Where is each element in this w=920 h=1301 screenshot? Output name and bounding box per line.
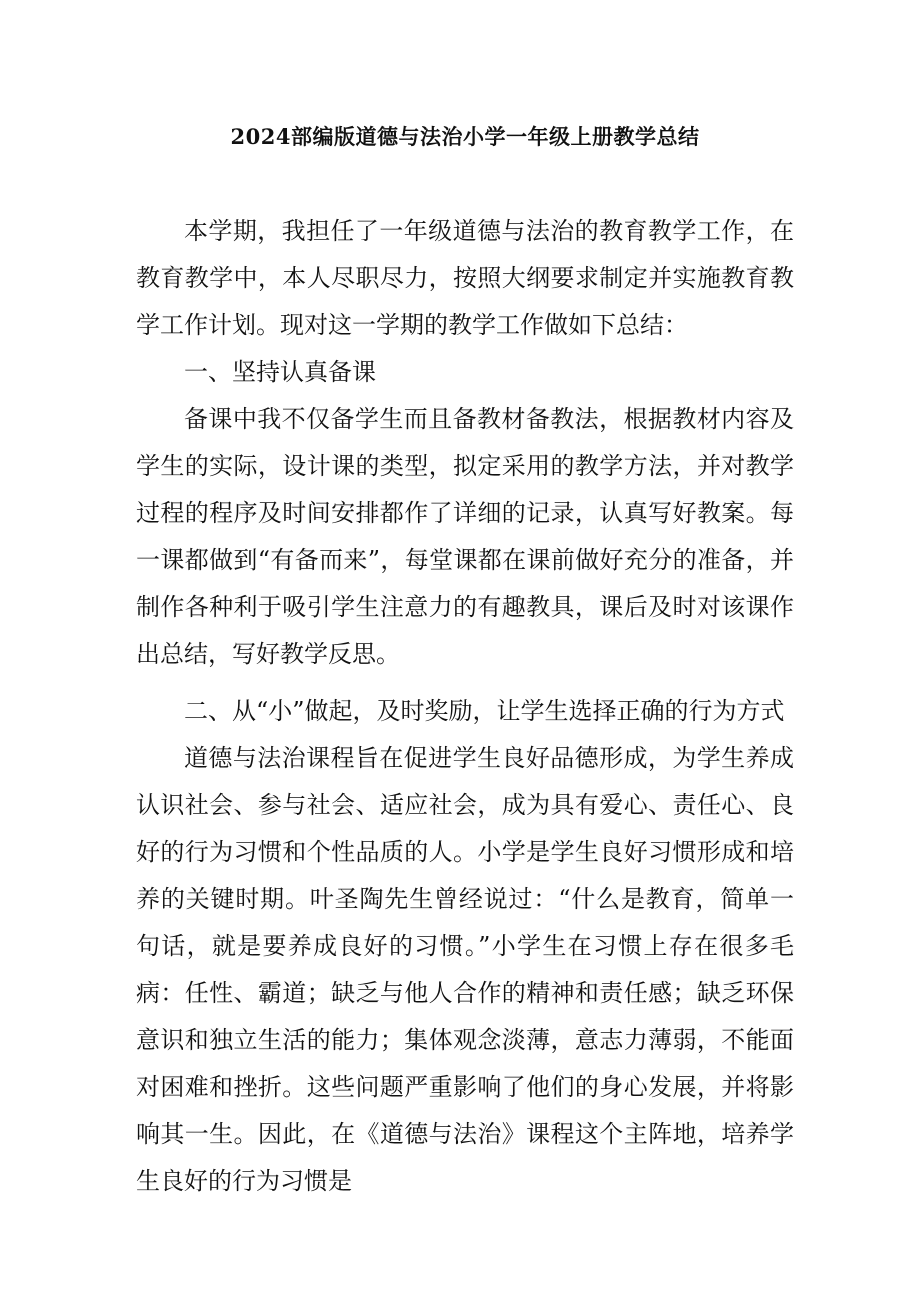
section-heading-1: 一、坚持认真备课 — [184, 358, 376, 386]
document-title: 2024部编版道德与法治小学一年级上册教学总结 — [230, 124, 700, 149]
paragraph-intro: 本学期，我担任了一年级道德与法治的教育教学工作，在教育教学中，本人尽职尽力，按照大纲要求制定并实施教育教学工作计划。现对这一学期的教学工作做如下总结： — [136, 217, 794, 339]
section-heading-2: 二、从“小”做起，及时奖励，让学生选择正确的行为方式 — [184, 697, 785, 725]
paragraph-lesson-prep: 备课中我不仅备学生而且备教材备教法，根据教材内容及学生的实际，设计课的类型，拟定采用的教学方法，并对教学过程的程序及时间安排都作了详细的记录，认真写好教案。每一课都做到“有备而来”，每堂课都在课前做好充分的准备，并制作各种利于吸引学生注意力的有趣教具，课后及时对该课作出总结，写好教学反思。 — [136, 405, 794, 668]
paragraph-habits: 道德与法治课程旨在促进学生良好品德形成，为学生养成认识社会、参与社会、适应社会，成为具有爱心、责任心、良好的行为习惯和个性品质的人。小学是学生良好习惯形成和培养的关键时期。叶圣陶先生曾经说过：“什么是教育，简单一句话，就是要养成良好的习惯。”小学生在习惯上存在很多毛病：任性、霸道；缺乏与他人合作的精神和责任感；缺乏环保意识和独立生活的能力；集体观念淡薄，意志力薄弱，不能面对困难和挫折。这些问题严重影响了他们的身心发展，并将影响其一生。因此，在《道德与法治》课程这个主阵地，培养学生良好的行为习惯是 — [136, 744, 794, 1195]
